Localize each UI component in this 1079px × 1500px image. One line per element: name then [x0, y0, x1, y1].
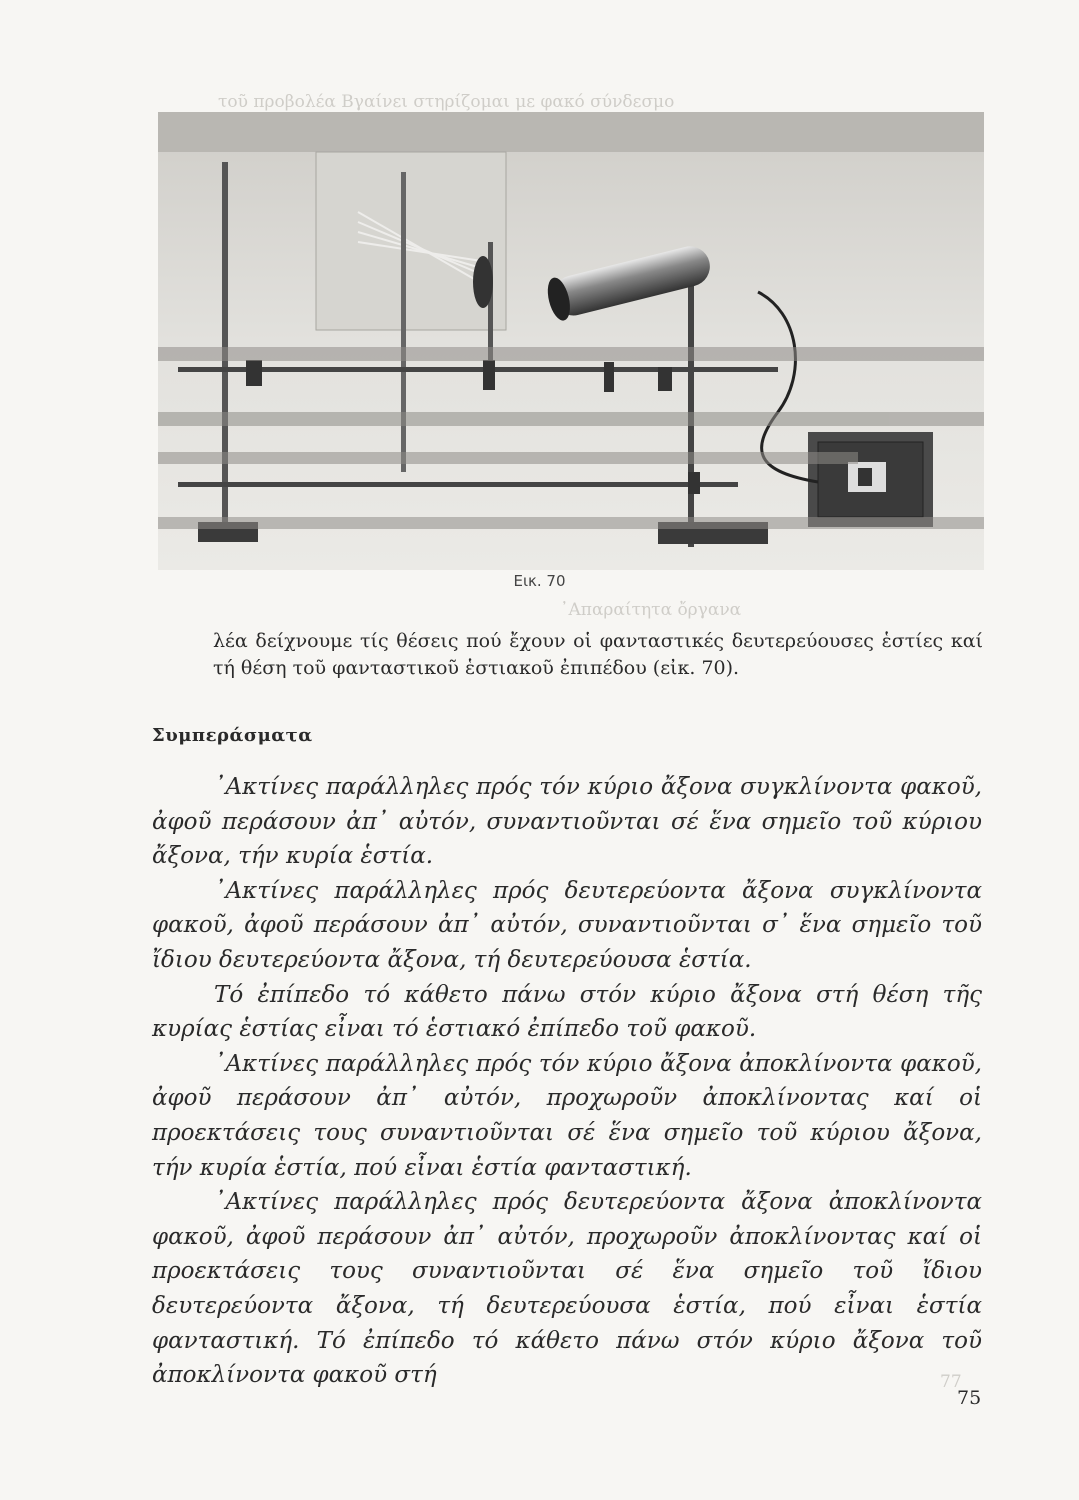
- page-number: 75: [957, 1387, 982, 1409]
- conclusions-text: [152, 770, 982, 1393]
- section-heading: Συμπεράσματα: [152, 725, 313, 746]
- conclusion-paragraph: ᾿Ακτίνες παράλληλες πρός τόν κύριο ἄξονα ἀποκλίνοντα φακοῦ, ἀφοῦ περάσουν ἀπ᾿ αὐτόν, προχωροῦν ἀποκλίνοντας καί οἱ προεκτάσεις τους συναντιοῦνται σέ ἕνα σημεῖο τοῦ κύριου ἄξονα, τήν κυρία ἑστία, πού εἶναι ἑστία φανταστική.: [152, 1050, 982, 1181]
- show-through-text: ᾿Απαραίτητα ὄργανα: [560, 600, 742, 620]
- conclusion-paragraph: ᾿Ακτίνες παράλληλες πρός δευτερεύοντα ἄξονα ἀποκλίνοντα φακοῦ, ἀφοῦ περάσουν ἀπ᾿ αὐτόν, προχωροῦν ἀποκλίνοντας καί οἱ προεκτάσεις τους συναντιοῦνται σέ ἕνα σημεῖο τοῦ ἴδιου δευτερεύοντα ἄξονα, τή δευτερεύουσα ἑστία, πού εἶναι ἑστία φανταστική. Τό ἐπίπεδο τό κάθετο πάνω στόν κύριο ἄξονα τοῦ ἀποκλίνοντα φακοῦ στή: [152, 1189, 982, 1389]
- conclusion-paragraph: ᾿Ακτίνες παράλληλες πρός τόν κύριο ἄξονα συγκλίνοντα φακοῦ, ἀφοῦ περάσουν ἀπ᾿ αὐτόν, συναντιοῦνται σέ ἕνα σημεῖο τοῦ κύριου ἄξονα, τήν κυρία ἑστία.: [152, 774, 982, 870]
- figure-photo: [158, 112, 984, 570]
- intro-paragraph: λέα δείχνουμε τίς θέσεις πού ἔχουν οἱ φανταστικές δευτερεύουσες ἑστίες καί τή θέση τοῦ φανταστικοῦ ἑστιακοῦ ἐπιπέδου (εἰκ. 70).: [213, 630, 983, 679]
- show-through-text: τοῦ προβολέα Βγαίνει στηρίζομαι με φακό σύνδεσμο: [218, 92, 675, 112]
- figure-caption: Εικ. 70: [513, 572, 566, 590]
- show-through-text: 77: [940, 1372, 962, 1392]
- conclusion-paragraph: ᾿Ακτίνες παράλληλες πρός δευτερεύοντα ἄξονα συγκλίνοντα φακοῦ, ἀφοῦ περάσουν ἀπ᾿ αὐτόν, συναντιοῦνται σ᾿ ἕνα σημεῖο τοῦ ἴδιου δευτερεύοντα ἄξονα, τή δευτερεύουσα ἑστία.: [152, 877, 982, 973]
- optical-bench-photo-icon: [158, 112, 984, 570]
- conclusion-paragraph: Τό ἐπίπεδο τό κάθετο πάνω στόν κύριο ἄξονα στή θέση τῆς κυρίας ἑστίας εἶναι τό ἑστιακό ἐπίπεδο τοῦ φακοῦ.: [152, 981, 982, 1043]
